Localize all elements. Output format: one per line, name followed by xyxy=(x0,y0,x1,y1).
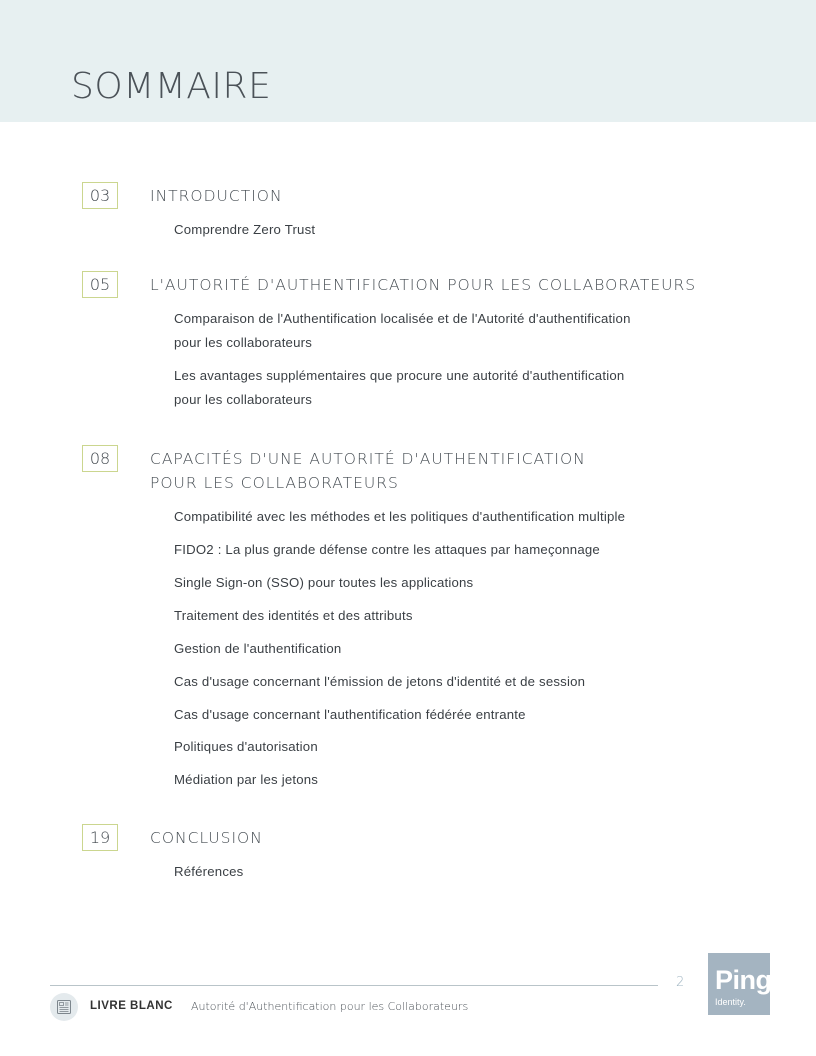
section-heading[interactable]: L'AUTORITÉ D'AUTHENTIFICATION POUR LES COLLABORATEURS xyxy=(150,276,697,294)
toc-item[interactable]: pour les collaborateurs xyxy=(174,335,313,350)
toc-item[interactable]: pour les collaborateurs xyxy=(174,392,313,407)
page-number-box[interactable]: 03 xyxy=(82,182,118,209)
logo-main-text: Ping xyxy=(715,965,772,995)
ping-identity-logo xyxy=(708,953,770,1015)
section-heading-line2[interactable]: POUR LES COLLABORATEURS xyxy=(150,474,399,492)
toc-item[interactable]: Compatibilité avec les méthodes et les politiques d'authentification multiple xyxy=(174,509,626,524)
toc-item[interactable]: Comparaison de l'Authentification localisée et de l'Autorité d'authentification xyxy=(174,311,631,326)
toc-item[interactable]: Cas d'usage concernant l'émission de jetons d'identité et de session xyxy=(174,674,586,689)
toc-item[interactable]: Gestion de l'authentification xyxy=(174,641,342,656)
section-heading[interactable]: CONCLUSION xyxy=(150,829,263,847)
toc-item[interactable]: Références xyxy=(174,864,244,879)
toc-item[interactable]: Traitement des identités et des attributs xyxy=(174,608,413,623)
toc-item[interactable]: Médiation par les jetons xyxy=(174,772,319,787)
page-number-box[interactable]: 05 xyxy=(82,271,118,298)
section-heading[interactable]: INTRODUCTION xyxy=(150,187,283,205)
toc-item[interactable]: Comprendre Zero Trust xyxy=(174,222,316,237)
page-number-box[interactable]: 19 xyxy=(82,824,118,851)
document-subtitle: Autorité d'Authentification pour les Collaborateurs xyxy=(191,1000,469,1013)
section-heading-line1[interactable]: CAPACITÉS D'UNE AUTORITÉ D'AUTHENTIFICATION xyxy=(150,450,586,468)
page-title: SOMMAIRE xyxy=(71,66,272,107)
toc-item[interactable]: Les avantages supplémentaires que procure une autorité d'authentification xyxy=(174,368,625,383)
toc-item[interactable]: FIDO2 : La plus grande défense contre les attaques par hameçonnage xyxy=(174,542,600,557)
toc-item[interactable]: Cas d'usage concernant l'authentification fédérée entrante xyxy=(174,707,526,722)
logo-sub-text: Identity. xyxy=(715,997,746,1007)
page-number-box[interactable]: 08 xyxy=(82,445,118,472)
toc-item[interactable]: Politiques d'autorisation xyxy=(174,739,318,754)
page-number: 2 xyxy=(676,975,685,990)
footer-divider xyxy=(50,985,658,986)
header-band xyxy=(0,0,816,122)
document-type-label: LIVRE BLANC xyxy=(90,1000,173,1012)
toc-item[interactable]: Single Sign-on (SSO) pour toutes les applications xyxy=(174,575,474,590)
document-icon xyxy=(50,993,78,1021)
